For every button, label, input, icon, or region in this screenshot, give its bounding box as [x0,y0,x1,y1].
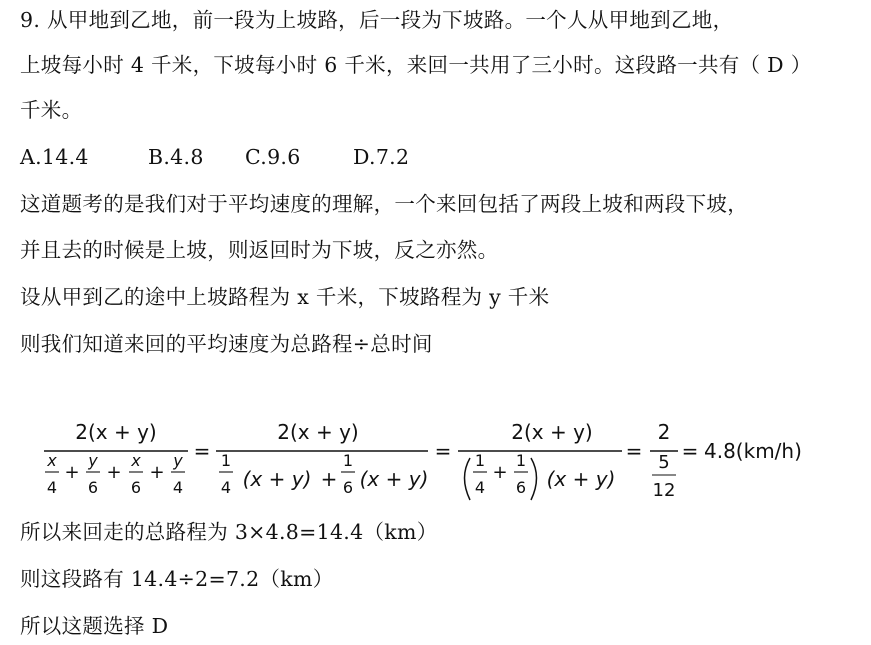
option-b: B.4.8 [148,145,204,169]
f2-den-a: 4 [220,478,232,497]
option-a: A.14.4 [20,145,89,169]
equals-1: = [193,439,211,463]
f1-y1-den: 6 [87,478,99,497]
option-d: D.7.2 [353,145,410,169]
f1-x1-den: 4 [46,478,58,497]
explanation-line-3: 设从甲到乙的途中上坡路程为 x 千米，下坡路程为 y 千米 [20,285,550,309]
left-paren [465,458,471,500]
explanation-line-1: 这道题考的是我们对于平均速度的理解，一个来回包括了两段上坡和两段下坡， [20,192,748,216]
f3-xy: (x + y) [546,467,616,491]
conclusion-line-2: 则这段路有 14.4÷2=7.2（km） [20,567,334,591]
f1-plus3: + [149,462,165,483]
f3-plus: + [492,462,508,483]
f1-x1: x [47,451,57,470]
equals-2: = [434,439,452,463]
conclusion-line-3: 所以这题选择 D [20,614,169,638]
frac4-sub-den: 12 [652,480,676,501]
f1-y2: y [173,451,183,470]
formula-result: 4.8(km/h) [704,439,802,463]
f1-y1: y [88,451,98,470]
frac2-numerator: 2(x + y) [277,420,359,444]
f3-one-a: 1 [474,451,486,470]
equals-3: = [625,439,643,463]
frac4-sub-num: 5 [658,452,670,473]
f1-x2: x [131,451,141,470]
f2-plus: + [320,467,338,491]
f3-den-a: 4 [474,478,486,497]
question-line-1: 9. 从甲地到乙地，前一段为上坡路，后一段为下坡路。一个人从甲地到乙地， [20,8,734,32]
option-c: C.9.6 [245,145,301,169]
right-paren [531,458,537,500]
f2-one-a: 1 [220,451,232,470]
explanation-line-4: 则我们知道来回的平均速度为总路程÷总时间 [20,332,433,356]
f1-plus2: + [106,462,122,483]
equals-4: = [681,439,699,463]
explanation-line-2: 并且去的时候是上坡，则返回时为下坡，反之亦然。 [20,238,499,262]
f3-one-b: 1 [515,451,527,470]
average-speed-formula [42,416,842,516]
frac3-numerator: 2(x + y) [511,420,593,444]
frac4-numerator: 2 [657,420,671,444]
f3-den-b: 6 [515,478,527,497]
frac1-numerator: 2(x + y) [75,420,157,444]
f2-xy-b: (x + y) [359,467,429,491]
options-row [20,144,409,170]
f2-xy-a: (x + y) [242,467,312,491]
f1-x2-den: 6 [130,478,142,497]
question-line-3: 千米。 [20,98,83,122]
f1-plus1: + [64,462,80,483]
f2-one-b: 1 [342,451,354,470]
f2-den-b: 6 [342,478,354,497]
conclusion-line-1: 所以来回走的总路程为 3×4.8=14.4（km） [20,520,438,544]
question-line-2: 上坡每小时 4 千米，下坡每小时 6 千米，来回一共用了三小时。这段路一共有（ D ） [20,53,812,77]
f1-y2-den: 4 [172,478,184,497]
